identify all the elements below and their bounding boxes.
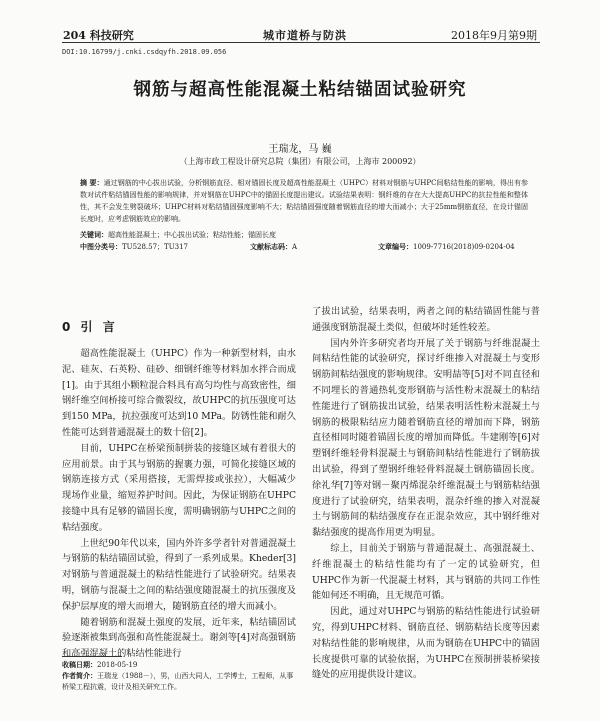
- abstract-label: 摘 要：: [80, 179, 104, 187]
- art-value: 1009-7716(2018)09-0204-04: [413, 243, 515, 251]
- page-header: [0, 0, 600, 44]
- paragraph: 了拔出试验，结果表明，两者之间的粘结锚固性能与普通强度钢筋混凝土类似，但破坏时延性较差。: [312, 306, 540, 333]
- art-label: 文章编号：: [378, 243, 413, 251]
- article-number: [378, 242, 515, 252]
- doc-value: A: [292, 243, 298, 251]
- paragraph: 目前，UHPC在桥梁预制拼装的接缝区域有着很大的应用前景。由于其与钢筋的握裹力强，可简化接缝区域的钢筋连接方式（采用搭接，无需焊接或张拉），大幅减少现场作业量，缩短养护时间。因此，为保证钢筋在UHPC接缝中具有足够的锚固长度，需明确钢筋与UHPC之间的粘结强度。: [62, 442, 296, 533]
- footnote-rule: [62, 656, 122, 657]
- issue-date: 2018年9月第9期: [451, 29, 537, 42]
- footnotes: [62, 660, 296, 693]
- abstract-text: 通过钢筋的中心拔出试验，分析钢筋直径、相对锚固长度及超高性能混凝土（UHPC）材料对钢筋与UHPC间粘结性能的影响，得出有参数对试件粘结锚固性能的影响规律，并对钢筋在UHPC中的锚固长度提出建议。试验结果表明：钢纤维的存在大大提高UHPC的抗拉性能和整体性，其不会发生劈裂破坏；UHPC材料对粘结锚固强度影响不大；粘结锚固强度随着钢筋直径的增大而减小；大于25mm钢筋直径，在设计锚固长度时，应考虑钢筋效应的影响。: [80, 179, 529, 223]
- footnote-received: [62, 660, 296, 671]
- authors: 王瑞龙，马 巍: [268, 144, 332, 155]
- doc-label: 文献标志码：: [250, 243, 292, 251]
- paragraph: 国内外许多研究者均开展了关于钢筋与纤维混凝土间粘结性能的试验研究，探讨纤维掺入对混凝土与变形钢筋间粘结强度的影响规律。安明喆等[5]对不同直径和不同埋长的普通热轧变形钢筋与活性粉末混凝土的粘结性能进行了钢筋拔出试验，结果表明活性粉末混凝土与钢筋的极限粘结应力随着钢筋直径的增加而下降，钢筋直径相同时随着锚固长度的增加而降低。牛建刚等[6]对塑钢纤维轻骨料混凝土与钢筋间粘结性能进行了钢筋拔出试验，得到了塑钢纤维轻骨料混凝土钢筋锚固长度。徐礼华[7]等对钢－聚丙烯混杂纤维混凝土与钢筋粘结强度进行了试验研究，结果表明，混杂纤维的掺入对混凝土与钢筋间的粘结强度存在正混杂效应，其中钢纤维对黏结强度的提高作用更为明显。: [312, 337, 540, 539]
- paragraph: 综上，目前关于钢筋与普通混凝土、高强混凝土、纤维混凝土的粘结性能均有了一定的试验研究，但UHPC作为新一代混凝土材料，其与钢筋的共同工作性能如何还不明确，且无规范可循。: [312, 542, 540, 602]
- doc-code: [250, 242, 297, 252]
- footnote-label: 作者简介：: [62, 672, 97, 680]
- paper-title: 钢筋与超高性能混凝土粘结锚固试验研究: [133, 80, 467, 100]
- clc-number: [80, 242, 188, 252]
- clc-label: 中图分类号：: [80, 243, 122, 251]
- journal-name: 城市道桥与防洪: [263, 29, 347, 42]
- footnote-text: 王瑞龙（1988－），男，山西大同人，工学博士，工程师，从事桥梁工程抗震，设计及相关研究工作。: [62, 672, 294, 691]
- header-rule: [62, 42, 540, 43]
- paragraph: 随着钢筋和混凝土强度的发展，近年来，粘结锚固试验逐渐被集到高强和高性能混凝土。谢剑等[4]对高强钢筋和高强混凝土的粘结性能进行: [62, 616, 296, 660]
- right-column: [312, 304, 540, 683]
- keywords-text: 超高性能混凝土；中心拔出试验；粘结性能；锚固长度: [108, 231, 276, 239]
- footnote-author: [62, 671, 296, 693]
- left-column: [62, 346, 296, 662]
- clc-value: TU528.57；TU317: [122, 243, 188, 251]
- doi: DOI:10.16799/j.cnki.csdqyfh.2018.09.056: [62, 48, 227, 56]
- paragraph: 超高性能混凝土（UHPC）作为一种新型材料，由水泥、硅灰、石英粉、硅砂、细钢纤维等材料加水拌合而成[1]。由于其组小颗粒混合料具有高匀均性与高致密性，细钢纤维空间桥接可综合微裂纹，故UHPC的抗压强度可达到150 MPa，抗拉强度可达到10 MPa。防锈性能和耐久性能可达到普通混凝土的数十倍[2]。: [62, 348, 296, 438]
- paragraph: 因此，通过对UHPC与钢筋的粘结性能进行试验研究，得到UHPC材料、钢筋直径、钢筋粘结长度等因素对粘结性能的影响规律，从而为钢筋在UHPC中的锚固长度提供可靠的试验依据，为UHPC在预制拼装桥梁接缝处的应用提供设计建议。: [312, 606, 540, 681]
- section-heading: 0 引 言: [62, 320, 118, 334]
- paragraph: 上世纪90年代以来，国内外许多学者针对普通混凝土与钢筋的粘结锚固试验，得到了一系列成果。Kheder[3]对钢筋与普通混凝土的粘结性能进行了试验研究。结果表明，钢筋与混凝土之间的粘结强度随混凝土的抗压强度及保护层厚度的增大而增大，随钢筋直径的增大而减小。: [62, 537, 296, 612]
- footnote-text: 2018-05-19: [97, 661, 138, 669]
- abstract: [80, 177, 528, 225]
- affiliation: （上海市政工程设计研究总院（集团）有限公司，上海市 200092）: [179, 157, 421, 166]
- keywords-label: 关键词：: [80, 231, 108, 239]
- footnote-label: 收稿日期：: [62, 661, 97, 669]
- keywords: [80, 229, 528, 241]
- page-number-journal: 204 科技研究: [63, 29, 134, 42]
